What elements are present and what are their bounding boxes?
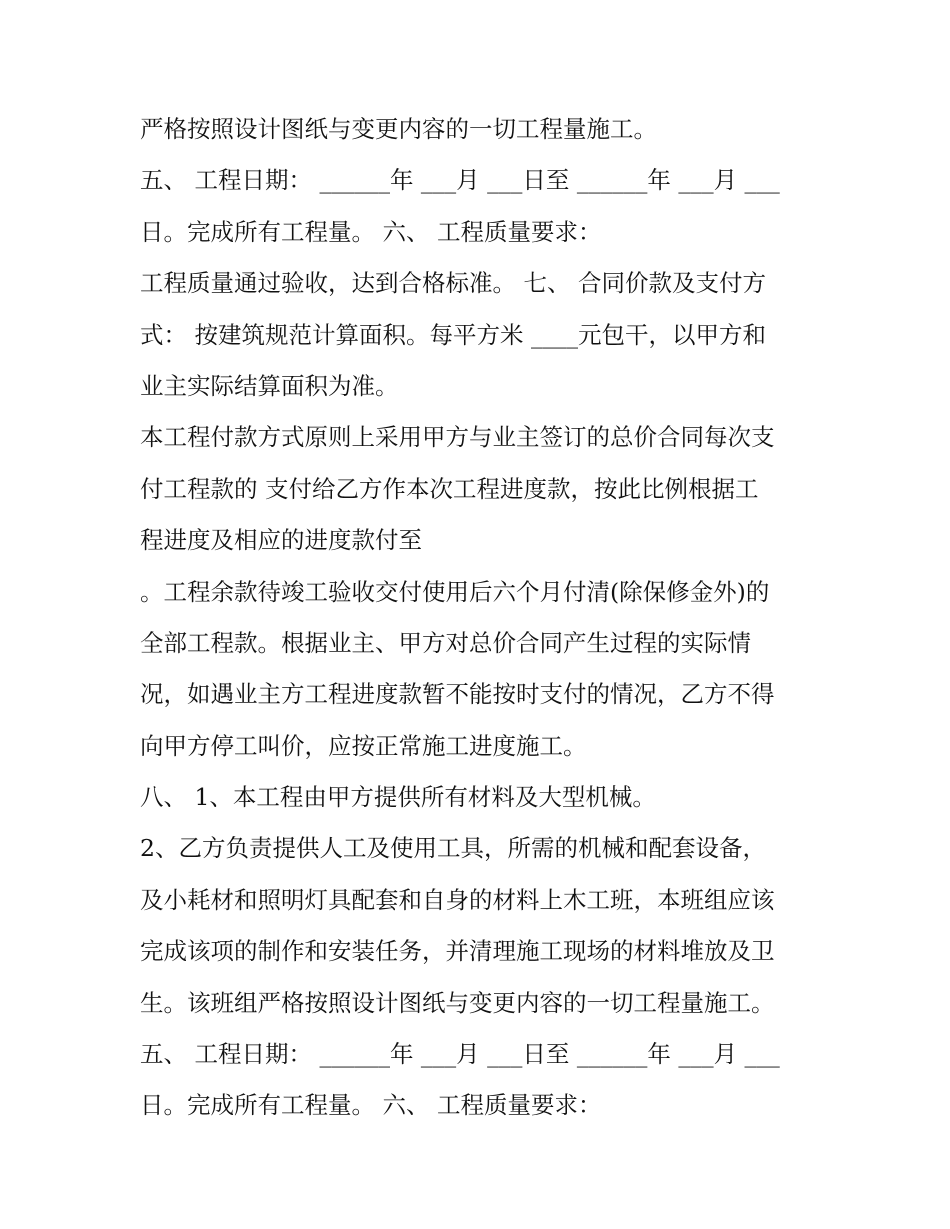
- text-line: 完成该项的制作和安装任务，并清理施工现场的材料堆放及卫: [140, 937, 775, 966]
- text-line: 工程质量通过验收，达到合格标准。 七、 合同价款及支付方: [140, 269, 766, 298]
- text-line: 。工程余款待竣工验收交付使用后六个月付清(除保修金外)的: [140, 577, 770, 606]
- text-line: 八、 1、本工程由甲方提供所有材料及大型机械。: [140, 783, 656, 812]
- text-line: 全部工程款。根据业主、甲方对总价合同产生过程的实际情: [140, 628, 751, 657]
- text-line: 日。完成所有工程量。 六、 工程质量要求：: [140, 1091, 602, 1120]
- text-line: 况，如遇业主方工程进度款暂不能按时支付的情况，乙方不得: [140, 680, 775, 709]
- text-line: 生。该班组严格按照设计图纸与变更内容的一切工程量施工。: [140, 988, 775, 1017]
- text-line: 式： 按建筑规范计算面积。每平方米 ____元包干，以甲方和: [140, 320, 766, 349]
- text-line: 业主实际结算面积为准。: [140, 371, 399, 400]
- text-line: 五、 工程日期： ______年 ___月 ___日至 ______年 ___月 ___: [140, 166, 780, 195]
- text-line: 日。完成所有工程量。 六、 工程质量要求：: [140, 217, 602, 246]
- text-line: 付工程款的 支付给乙方作本次工程进度款，按此比例根据工: [140, 474, 759, 503]
- text-line: 2、乙方负责提供人工及使用工具，所需的机械和配套设备，: [140, 834, 766, 863]
- text-line: 五、 工程日期： ______年 ___月 ___日至 ______年 ___月 ___: [140, 1040, 780, 1069]
- text-line: 程进度及相应的进度款付至: [140, 526, 422, 555]
- text-line: 本工程付款方式原则上采用甲方与业主签订的总价合同每次支: [140, 423, 775, 452]
- text-line: 及小耗材和照明灯具配套和自身的材料上木工班，本班组应该: [140, 885, 775, 914]
- document-body: [140, 104, 830, 1132]
- text-line: 严格按照设计图纸与变更内容的一切工程量施工。: [140, 115, 657, 143]
- text-line: 向甲方停工叫价，应按正常施工进度施工。: [140, 731, 587, 760]
